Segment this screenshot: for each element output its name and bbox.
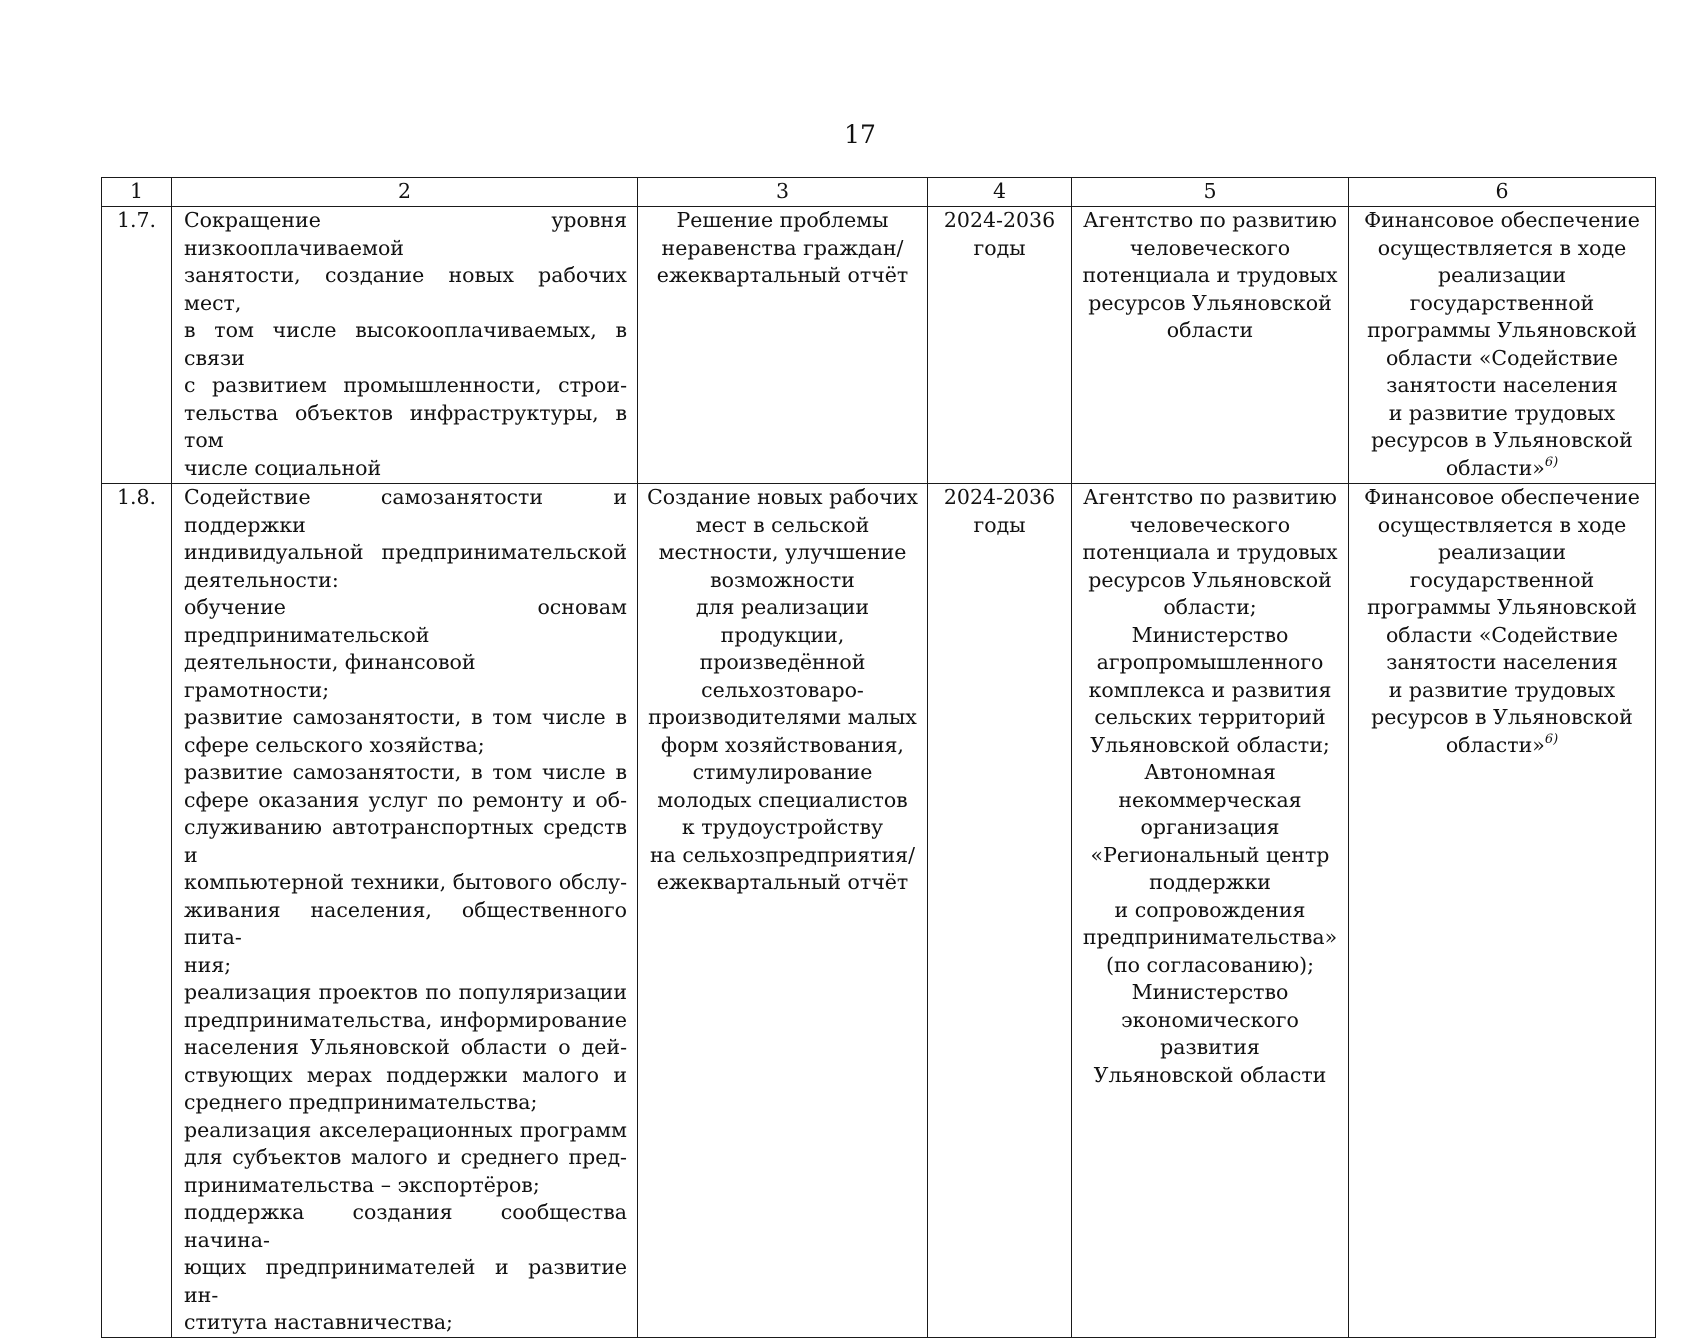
cell-line: государственной — [1409, 290, 1595, 315]
cell-line: ресурсов Ульяновской — [1088, 290, 1332, 315]
cell-line: принимательства – экспортёров; — [184, 1172, 540, 1197]
cell-line: Агентство по развитию — [1083, 485, 1337, 509]
cell-line: местности, улучшение — [658, 540, 907, 564]
cell-line: Агентство по развитию — [1083, 208, 1337, 232]
header-cell: 6 — [1349, 178, 1656, 207]
cell-line: производителями малых — [648, 705, 917, 729]
cell-line: области «Содействие — [1385, 345, 1619, 370]
cell-line: области; — [1163, 595, 1257, 619]
cell-line: деятельности, финансовой грамотности; — [184, 650, 476, 702]
cell-line: Автономная — [1144, 760, 1276, 784]
cell-line: ресурсов в Ульяновской — [1371, 428, 1633, 452]
cell-line: мест в сельской — [695, 512, 870, 537]
cell-line: предпринимательства» — [1082, 925, 1338, 949]
cell-line: человеческого — [1129, 512, 1291, 537]
cell-line: развитие самозанятости, в том числе в — [184, 760, 627, 784]
cell-line: на сельхозпредприятия/ — [649, 842, 916, 867]
cell-line: молодых специалистов — [657, 787, 908, 812]
cell-line: человеческого — [1129, 235, 1291, 260]
cell-line: занятости, создание новых рабочих мест, — [184, 263, 627, 315]
cell-line: и сопровождения — [1114, 897, 1306, 922]
cell-line: Решение проблемы — [676, 208, 889, 232]
cell-line: осуществляется в ходе — [1377, 235, 1627, 260]
cell-line: развитие самозанятости, в том числе в — [184, 705, 627, 729]
cell-line: (по согласованию); — [1106, 952, 1314, 977]
cell-line: Министерство — [1131, 980, 1289, 1004]
footnote-marker: 6) — [1544, 454, 1559, 470]
cell-line: возможности — [710, 567, 855, 592]
cell-line: ющих предпринимателей и развитие ин- — [184, 1255, 627, 1307]
cell-line: населения Ульяновской области о дей- — [184, 1035, 627, 1059]
cell-line: и развитие трудовых — [1388, 677, 1616, 702]
cell-line: компьютерной техники, бытового обслу- — [184, 870, 627, 894]
cell-line: среднего предпринимательства; — [184, 1090, 538, 1114]
measure-description — [172, 484, 638, 1338]
cell-line: сфере сельского хозяйства; — [184, 732, 485, 757]
cell-line: области»$^{6)}$ — [1445, 454, 1559, 480]
cell-line: реализация акселерационных программ — [184, 1117, 627, 1142]
cell-line: 2024-2036 — [943, 485, 1056, 509]
cell-line: форм хозяйствования, — [661, 732, 904, 757]
header-cell: 2 — [172, 178, 638, 207]
cell-line: сельхозтоваро- — [701, 677, 864, 702]
cell-line: экономического — [1121, 1007, 1299, 1032]
cell-line: организация — [1140, 815, 1280, 839]
cell-line: реализация проектов по популяризации — [184, 980, 627, 1004]
cell-line: некоммерческая — [1118, 787, 1302, 812]
cell-line: Финансовое обеспечение — [1364, 208, 1640, 232]
cell-line: Содействие самозанятости и поддержки — [184, 485, 627, 537]
cell-line: ресурсов в Ульяновской — [1371, 705, 1633, 729]
financing-source — [1349, 207, 1656, 484]
cell-line: ежеквартальный отчёт — [656, 263, 909, 287]
cell-line: сфере оказания услуг по ремонту и об- — [184, 787, 627, 812]
cell-line: ресурсов Ульяновской — [1088, 567, 1332, 592]
responsible-executor — [1072, 484, 1349, 1338]
cell-line: Финансовое обеспечение — [1364, 485, 1640, 509]
cell-line: деятельности: — [184, 567, 339, 592]
cell-line: произведённой — [699, 650, 866, 674]
cell-line: Ульяновской области — [1093, 1062, 1327, 1087]
cell-line: к трудоустройству — [681, 815, 884, 839]
table-row — [102, 484, 1656, 1338]
cell-line: потенциала и трудовых — [1082, 540, 1338, 564]
cell-line: Создание новых рабочих — [647, 485, 918, 509]
cell-line: программы Ульяновской — [1367, 595, 1637, 619]
cell-line: для реализации — [695, 595, 870, 619]
cell-line: агропромышленного — [1096, 650, 1324, 674]
cell-line: программы Ульяновской — [1367, 318, 1637, 342]
table-row — [102, 207, 1656, 484]
cell-line: Сокращение уровня низкооплачиваемой — [184, 208, 627, 260]
financing-source — [1349, 484, 1656, 1338]
header-cell: 1 — [102, 178, 172, 207]
header-cell: 4 — [928, 178, 1072, 207]
cell-line: предпринимательства, информирование — [184, 1007, 627, 1032]
cell-line: числе социальной — [184, 455, 382, 480]
cell-line: с развитием промышленности, строи- — [184, 373, 627, 397]
cell-line: ежеквартальный отчёт — [656, 870, 909, 894]
measures-table — [101, 177, 1656, 1338]
measure-description — [172, 207, 638, 484]
cell-line: реализации — [1437, 540, 1567, 564]
footnote-marker: 6) — [1544, 731, 1559, 747]
cell-line: Министерство — [1131, 622, 1289, 647]
cell-line: стимулирование — [692, 760, 873, 784]
cell-line: «Региональный центр — [1090, 842, 1330, 867]
cell-line: занятости населения — [1386, 373, 1618, 397]
cell-line: государственной — [1409, 567, 1595, 592]
cell-line: тельства объектов инфраструктуры, в том — [184, 400, 627, 452]
cell-line: области «Содействие — [1385, 622, 1619, 647]
implementation-period — [928, 484, 1072, 1338]
cell-line: области — [1166, 318, 1254, 342]
implementation-period — [928, 207, 1072, 484]
header-cell: 5 — [1072, 178, 1349, 207]
cell-line: и развитие трудовых — [1388, 400, 1616, 425]
cell-line: сельских территорий — [1094, 705, 1326, 729]
cell-line: служиванию автотранспортных средств и — [184, 815, 627, 867]
table-header-row — [102, 178, 1656, 207]
responsible-executor — [1072, 207, 1349, 484]
cell-line: годы — [973, 235, 1026, 260]
row-number: 1.8. — [102, 484, 172, 1338]
cell-line: неравенства граждан/ — [661, 235, 904, 260]
cell-line: обучение основам предпринимательской — [184, 595, 627, 647]
cell-line: ния; — [184, 952, 232, 977]
cell-line: для субъектов малого и среднего пред- — [184, 1145, 627, 1169]
page-number: 17 — [844, 120, 876, 149]
cell-line: живания населения, общественного пита- — [184, 897, 627, 949]
cell-line: индивидуальной предпринимательской — [184, 540, 627, 564]
cell-line: годы — [973, 512, 1026, 537]
header-cell: 3 — [638, 178, 928, 207]
cell-line: Ульяновской области; — [1090, 732, 1330, 757]
cell-line: ствующих мерах поддержки малого и — [184, 1062, 627, 1087]
cell-line: 2024-2036 — [943, 208, 1056, 232]
cell-line: потенциала и трудовых — [1082, 263, 1338, 287]
cell-line: осуществляется в ходе — [1377, 512, 1627, 537]
cell-line: поддержки — [1149, 870, 1271, 894]
cell-line: области»$^{6)}$ — [1445, 731, 1559, 757]
cell-line: продукции, — [720, 622, 845, 647]
cell-line: комплекса и развития — [1088, 677, 1332, 702]
cell-line: реализации — [1437, 263, 1567, 287]
cell-line: в том числе высокооплачиваемых, в связи — [184, 318, 627, 370]
expected-result — [638, 207, 928, 484]
cell-line: поддержка создания сообщества начина- — [184, 1200, 627, 1252]
cell-line: развития — [1160, 1035, 1260, 1059]
expected-result — [638, 484, 928, 1338]
cell-line: ститута наставничества; — [184, 1310, 453, 1334]
cell-line: занятости населения — [1386, 650, 1618, 674]
row-number: 1.7. — [102, 207, 172, 484]
